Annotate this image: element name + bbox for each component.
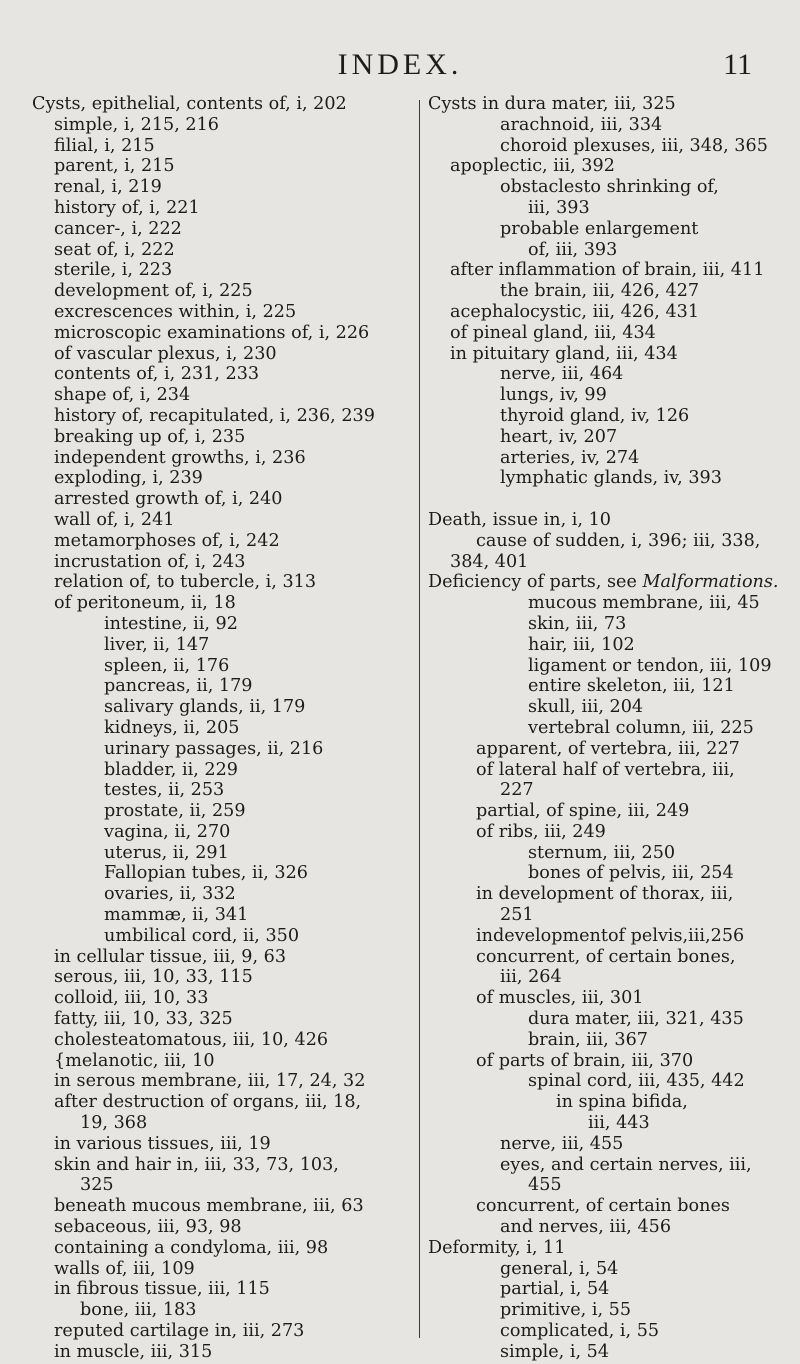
index-entry — [32, 364, 414, 385]
column-divider — [419, 100, 420, 1338]
index-entry-text: Deformity, i, 11 — [428, 1237, 566, 1258]
index-entry-text: bones of pelvis, iii, 254 — [528, 863, 734, 884]
index-entry — [32, 468, 414, 489]
index-entry-text: ovaries, ii, 332 — [104, 884, 236, 905]
index-entry-text: apparent, of vertebra, iii, 227 — [476, 738, 740, 759]
index-entry-text: of, iii, 393 — [528, 239, 618, 260]
index-entry — [32, 115, 414, 136]
index-entry-text: indevelopmentof pelvis,iii,256 — [476, 925, 745, 946]
index-entry-text: 455 — [528, 1175, 562, 1196]
index-entry — [428, 1279, 780, 1300]
index-entry-text: of peritoneum, ii, 18 — [54, 593, 236, 614]
index-entry — [428, 156, 780, 177]
index-entry — [32, 1071, 414, 1092]
index-entry-text: fatty, iii, 10, 33, 325 — [54, 1009, 233, 1030]
index-entry — [428, 905, 780, 926]
index-entry-text: kidneys, ii, 205 — [104, 717, 240, 738]
index-entry-text: hair, iii, 102 — [528, 634, 635, 655]
index-entry — [428, 1259, 780, 1280]
index-entry-text: in pituitary gland, iii, 434 — [450, 343, 678, 364]
index-entry — [32, 260, 414, 281]
index-entry — [428, 1175, 780, 1196]
index-entry-text: cholesteatomatous, iii, 10, 426 — [54, 1029, 329, 1050]
index-entry — [32, 448, 414, 469]
index-entry — [428, 1238, 780, 1259]
index-entry-text: colloid, iii, 10, 33 — [54, 988, 209, 1009]
index-entry-text: Deficiency of parts, see — [428, 572, 643, 593]
index-entry — [428, 136, 780, 157]
index-entry-text: after destruction of organs, iii, 18, — [54, 1092, 362, 1113]
index-entry — [32, 198, 414, 219]
index-entry — [428, 863, 780, 884]
index-entry — [32, 656, 414, 677]
index-entry-text: in spina bifida, — [556, 1092, 688, 1113]
index-entry-text: after inflammation of brain, iii, 411 — [450, 260, 765, 281]
index-column-right — [428, 94, 780, 1363]
index-entry-text: microscopic examinations of, i, 226 — [54, 322, 370, 343]
index-entry — [428, 1092, 780, 1113]
index-entry — [428, 1134, 780, 1155]
index-entry-text: exploding, i, 239 — [54, 468, 203, 489]
index-entry — [428, 760, 780, 781]
index-entry — [428, 1113, 780, 1134]
index-entry — [32, 1300, 414, 1321]
index-entry-text: mucous membrane, iii, 45 — [528, 593, 760, 614]
index-entry — [428, 676, 780, 697]
index-entry — [32, 947, 414, 968]
index-entry — [32, 801, 414, 822]
index-entry — [428, 448, 780, 469]
index-entry-text: skull, iii, 204 — [528, 697, 644, 718]
index-entry-text: cancer-, i, 222 — [54, 218, 182, 239]
index-entry-text: iii, 264 — [500, 967, 562, 988]
index-entry-text: contents of, i, 231, 233 — [54, 364, 260, 385]
index-entry — [32, 884, 414, 905]
index-entry-text: sebaceous, iii, 93, 98 — [54, 1217, 242, 1238]
index-entry — [32, 427, 414, 448]
index-entry — [428, 739, 780, 760]
index-entry-text: simple, i, 215, 216 — [54, 114, 219, 135]
index-entry — [428, 822, 780, 843]
index-entry — [428, 240, 780, 261]
index-entry — [32, 1279, 414, 1300]
index-entry — [32, 1342, 414, 1363]
index-entry-text: of lateral half of vertebra, iii, — [476, 759, 735, 780]
page-title: INDEX. — [337, 48, 463, 81]
index-entry — [32, 1009, 414, 1030]
index-entry-text: serous, iii, 10, 33, 115 — [54, 967, 253, 988]
index-entry-text: beneath mucous membrane, iii, 63 — [54, 1196, 364, 1217]
index-entry-text: choroid plexuses, iii, 348, 365 — [500, 135, 768, 156]
index-entry-text: primitive, i, 55 — [500, 1300, 632, 1321]
index-entry — [428, 323, 780, 344]
index-entry-text: dura mater, iii, 321, 435 — [528, 1009, 744, 1030]
index-entry — [428, 593, 780, 614]
index-entry-text: walls of, iii, 109 — [54, 1258, 195, 1279]
index-entry-text: vagina, ii, 270 — [104, 821, 231, 842]
index-entry-text: of muscles, iii, 301 — [476, 988, 644, 1009]
index-spacer — [428, 489, 780, 510]
index-entry — [428, 843, 780, 864]
index-entry — [428, 1342, 780, 1363]
index-entry-text: umbilical cord, ii, 350 — [104, 925, 300, 946]
index-entry-text: general, i, 54 — [500, 1258, 619, 1279]
index-entry-text: spinal cord, iii, 435, 442 — [528, 1071, 745, 1092]
index-entry-text: bladder, ii, 229 — [104, 759, 238, 780]
index-entry — [428, 94, 780, 115]
index-entry — [32, 863, 414, 884]
index-entry — [428, 967, 780, 988]
index-entry-text: pancreas, ii, 179 — [104, 676, 253, 697]
index-entry-text: in serous membrane, iii, 17, 24, 32 — [54, 1071, 366, 1092]
index-entry-text: in muscle, iii, 315 — [54, 1341, 213, 1362]
index-entry — [32, 1051, 414, 1072]
index-entry-text: breaking up of, i, 235 — [54, 426, 246, 447]
page-header — [0, 48, 800, 84]
index-entry-text: arrested growth of, i, 240 — [54, 489, 283, 510]
index-entry — [32, 1196, 414, 1217]
index-entry — [32, 718, 414, 739]
index-entry — [32, 926, 414, 947]
index-entry-text: development of, i, 225 — [54, 281, 253, 302]
index-entry — [32, 1155, 414, 1176]
index-entry-text: cause of sudden, i, 396; iii, 338, — [476, 530, 761, 551]
index-entry-text: metamorphoses of, i, 242 — [54, 530, 280, 551]
index-entry — [32, 1321, 414, 1342]
index-entry — [32, 635, 414, 656]
index-entry-text: wall of, i, 241 — [54, 509, 175, 530]
index-entry — [32, 1259, 414, 1280]
index-entry — [32, 177, 414, 198]
index-entry — [428, 1155, 780, 1176]
index-entry-text: nerve, iii, 455 — [500, 1133, 624, 1154]
index-entry-text: prostate, ii, 259 — [104, 801, 246, 822]
index-entry-text: lungs, iv, 99 — [500, 385, 607, 406]
index-entry-text: Fallopian tubes, ii, 326 — [104, 863, 308, 884]
index-entry-text: of pineal gland, iii, 434 — [450, 322, 656, 343]
index-entry — [428, 884, 780, 905]
index-entry-text: intestine, ii, 92 — [104, 613, 238, 634]
index-entry-text: iii, 443 — [588, 1113, 650, 1134]
index-entry-text: 325 — [80, 1175, 114, 1196]
index-entry — [32, 822, 414, 843]
index-entry-text: heart, iv, 207 — [500, 426, 618, 447]
index-entry-text: of parts of brain, iii, 370 — [476, 1050, 694, 1071]
index-entry — [32, 136, 414, 157]
index-entry — [428, 281, 780, 302]
index-entry-text: liver, ii, 147 — [104, 634, 210, 655]
index-entry — [32, 1175, 414, 1196]
index-entry — [32, 988, 414, 1009]
index-entry — [32, 905, 414, 926]
index-entry-text: partial, i, 54 — [500, 1279, 610, 1300]
index-entry — [428, 718, 780, 739]
index-entry — [428, 926, 780, 947]
index-entry — [428, 614, 780, 635]
index-entry — [428, 552, 780, 573]
index-entry — [428, 1300, 780, 1321]
index-entry — [428, 302, 780, 323]
index-entry — [32, 572, 414, 593]
index-entry — [428, 1071, 780, 1092]
index-entry — [428, 198, 780, 219]
index-entry — [32, 1217, 414, 1238]
index-entry-text: probable enlargement — [500, 218, 699, 239]
index-entry — [32, 593, 414, 614]
index-entry-text: in various tissues, iii, 19 — [54, 1133, 271, 1154]
index-entry-text: reputed cartilage in, iii, 273 — [54, 1321, 305, 1342]
index-entry — [32, 94, 414, 115]
index-entry-text: entire skeleton, iii, 121 — [528, 676, 735, 697]
index-entry-text: 251 — [500, 905, 534, 926]
index-entry — [32, 780, 414, 801]
index-entry — [428, 656, 780, 677]
index-entry-text: Death, issue in, i, 10 — [428, 509, 611, 530]
index-entry — [428, 115, 780, 136]
index-entry-text: shape of, i, 234 — [54, 385, 191, 406]
index-entry-text: partial, of spine, iii, 249 — [476, 801, 690, 822]
index-entry — [32, 510, 414, 531]
index-entry-text: concurrent, of certain bones — [476, 1196, 730, 1217]
index-entry — [428, 1030, 780, 1051]
index-entry-text: uterus, ii, 291 — [104, 842, 229, 863]
index-entry — [428, 510, 780, 531]
index-entry-text: nerve, iii, 464 — [500, 364, 624, 385]
index-entry-text: incrustation of, i, 243 — [54, 551, 246, 572]
index-entry-text: acephalocystic, iii, 426, 431 — [450, 301, 700, 322]
index-entry-text: eyes, and certain nerves, iii, — [500, 1154, 752, 1175]
index-entry — [32, 1113, 414, 1134]
index-entry-crossref: Malformations. — [642, 572, 779, 593]
index-entry — [32, 1134, 414, 1155]
index-entry-text: vertebral column, iii, 225 — [528, 717, 754, 738]
index-entry — [32, 739, 414, 760]
index-entry — [32, 302, 414, 323]
index-entry-text: spleen, ii, 176 — [104, 655, 230, 676]
index-entry — [32, 676, 414, 697]
index-column-left — [32, 94, 414, 1363]
index-entry-text: skin and hair in, iii, 33, 73, 103, — [54, 1154, 339, 1175]
index-entry-text: arachnoid, iii, 334 — [500, 114, 663, 135]
index-entry-text: bone, iii, 183 — [80, 1300, 197, 1321]
index-entry — [32, 614, 414, 635]
index-entry-text: history of, i, 221 — [54, 197, 200, 218]
index-entry-text: obstaclesto shrinking of, — [500, 177, 719, 198]
index-entry-text: excrescences within, i, 225 — [54, 301, 297, 322]
index-entry-text: in cellular tissue, iii, 9, 63 — [54, 946, 287, 967]
index-entry-text: relation of, to tubercle, i, 313 — [54, 572, 317, 593]
index-entry-text: brain, iii, 367 — [528, 1029, 648, 1050]
index-entry — [428, 1051, 780, 1072]
index-entry — [428, 468, 780, 489]
index-entry — [32, 240, 414, 261]
index-entry — [32, 760, 414, 781]
index-entry-text: arteries, iv, 274 — [500, 447, 640, 468]
index-entry-text: 227 — [500, 780, 534, 801]
index-entry-text: of vascular plexus, i, 230 — [54, 343, 277, 364]
index-entry-text: apoplectic, iii, 392 — [450, 156, 615, 177]
index-entry — [32, 531, 414, 552]
index-entry — [428, 780, 780, 801]
index-entry — [32, 697, 414, 718]
index-entry-text: Cysts in dura mater, iii, 325 — [428, 94, 676, 114]
index-entry-text: the brain, iii, 426, 427 — [500, 281, 700, 302]
index-entry — [428, 988, 780, 1009]
index-entry-text: history of, recapitulated, i, 236, 239 — [54, 405, 375, 426]
index-entry — [428, 260, 780, 281]
index-entry — [428, 177, 780, 198]
index-entry — [32, 406, 414, 427]
index-entry — [428, 385, 780, 406]
index-entry — [428, 635, 780, 656]
index-entry-text: {melanotic, iii, 10 — [54, 1050, 215, 1071]
index-entry — [32, 489, 414, 510]
index-entry — [428, 697, 780, 718]
index-entry — [428, 427, 780, 448]
index-entry — [32, 219, 414, 240]
index-entry — [32, 281, 414, 302]
index-entry-text: testes, ii, 253 — [104, 780, 225, 801]
index-entry-text: simple, i, 54 — [500, 1341, 610, 1362]
index-entry — [428, 801, 780, 822]
index-entry — [428, 1321, 780, 1342]
index-entry — [32, 967, 414, 988]
index-entry-text: iii, 393 — [528, 197, 590, 218]
index-entry — [32, 344, 414, 365]
index-entry — [428, 364, 780, 385]
index-entry-text: renal, i, 219 — [54, 177, 162, 198]
index-entry — [32, 156, 414, 177]
index-entry-text: seat of, i, 222 — [54, 239, 175, 260]
index-entry — [32, 1238, 414, 1259]
index-entry-text: in fibrous tissue, iii, 115 — [54, 1279, 270, 1300]
index-entry-text: urinary passages, ii, 216 — [104, 738, 324, 759]
index-entry-text: 384, 401 — [450, 551, 529, 572]
index-entry-text: mammæ, ii, 341 — [104, 905, 249, 926]
index-entry — [428, 572, 780, 593]
index-entry-text: complicated, i, 55 — [500, 1321, 660, 1342]
index-entry — [32, 1092, 414, 1113]
index-entry-text: skin, iii, 73 — [528, 613, 627, 634]
index-entry — [428, 219, 780, 240]
index-entry-text: thyroid gland, iv, 126 — [500, 405, 690, 426]
index-entry-text: parent, i, 215 — [54, 156, 175, 177]
index-entry-text: filial, i, 215 — [54, 135, 155, 156]
index-entry — [428, 1196, 780, 1217]
index-entry-text: sterile, i, 223 — [54, 260, 173, 281]
index-entry-text: of ribs, iii, 249 — [476, 821, 606, 842]
index-entry — [428, 1217, 780, 1238]
index-entry — [428, 344, 780, 365]
index-entry — [428, 531, 780, 552]
index-entry-text: 19, 368 — [80, 1113, 148, 1134]
index-entry — [428, 947, 780, 968]
index-entry-text: containing a condyloma, iii, 98 — [54, 1237, 329, 1258]
index-entry-text: and nerves, iii, 456 — [500, 1217, 672, 1238]
index-entry-text: salivary glands, ii, 179 — [104, 697, 306, 718]
index-entry-text: in development of thorax, iii, — [476, 884, 734, 905]
index-entry — [32, 843, 414, 864]
index-entry — [32, 552, 414, 573]
index-entry — [428, 1009, 780, 1030]
index-entry-text: independent growths, i, 236 — [54, 447, 306, 468]
index-entry — [32, 1030, 414, 1051]
page-number: 11 — [723, 48, 752, 81]
index-entry-text: ligament or tendon, iii, 109 — [528, 655, 772, 676]
index-entry — [32, 323, 414, 344]
index-entry-text: sternum, iii, 250 — [528, 842, 676, 863]
index-entry-text: lymphatic glands, iv, 393 — [500, 468, 722, 489]
index-entry-text: concurrent, of certain bones, — [476, 946, 736, 967]
index-entry — [428, 406, 780, 427]
index-entry-text: Cysts, epithelial, contents of, i, 202 — [32, 94, 347, 114]
index-entry — [32, 385, 414, 406]
